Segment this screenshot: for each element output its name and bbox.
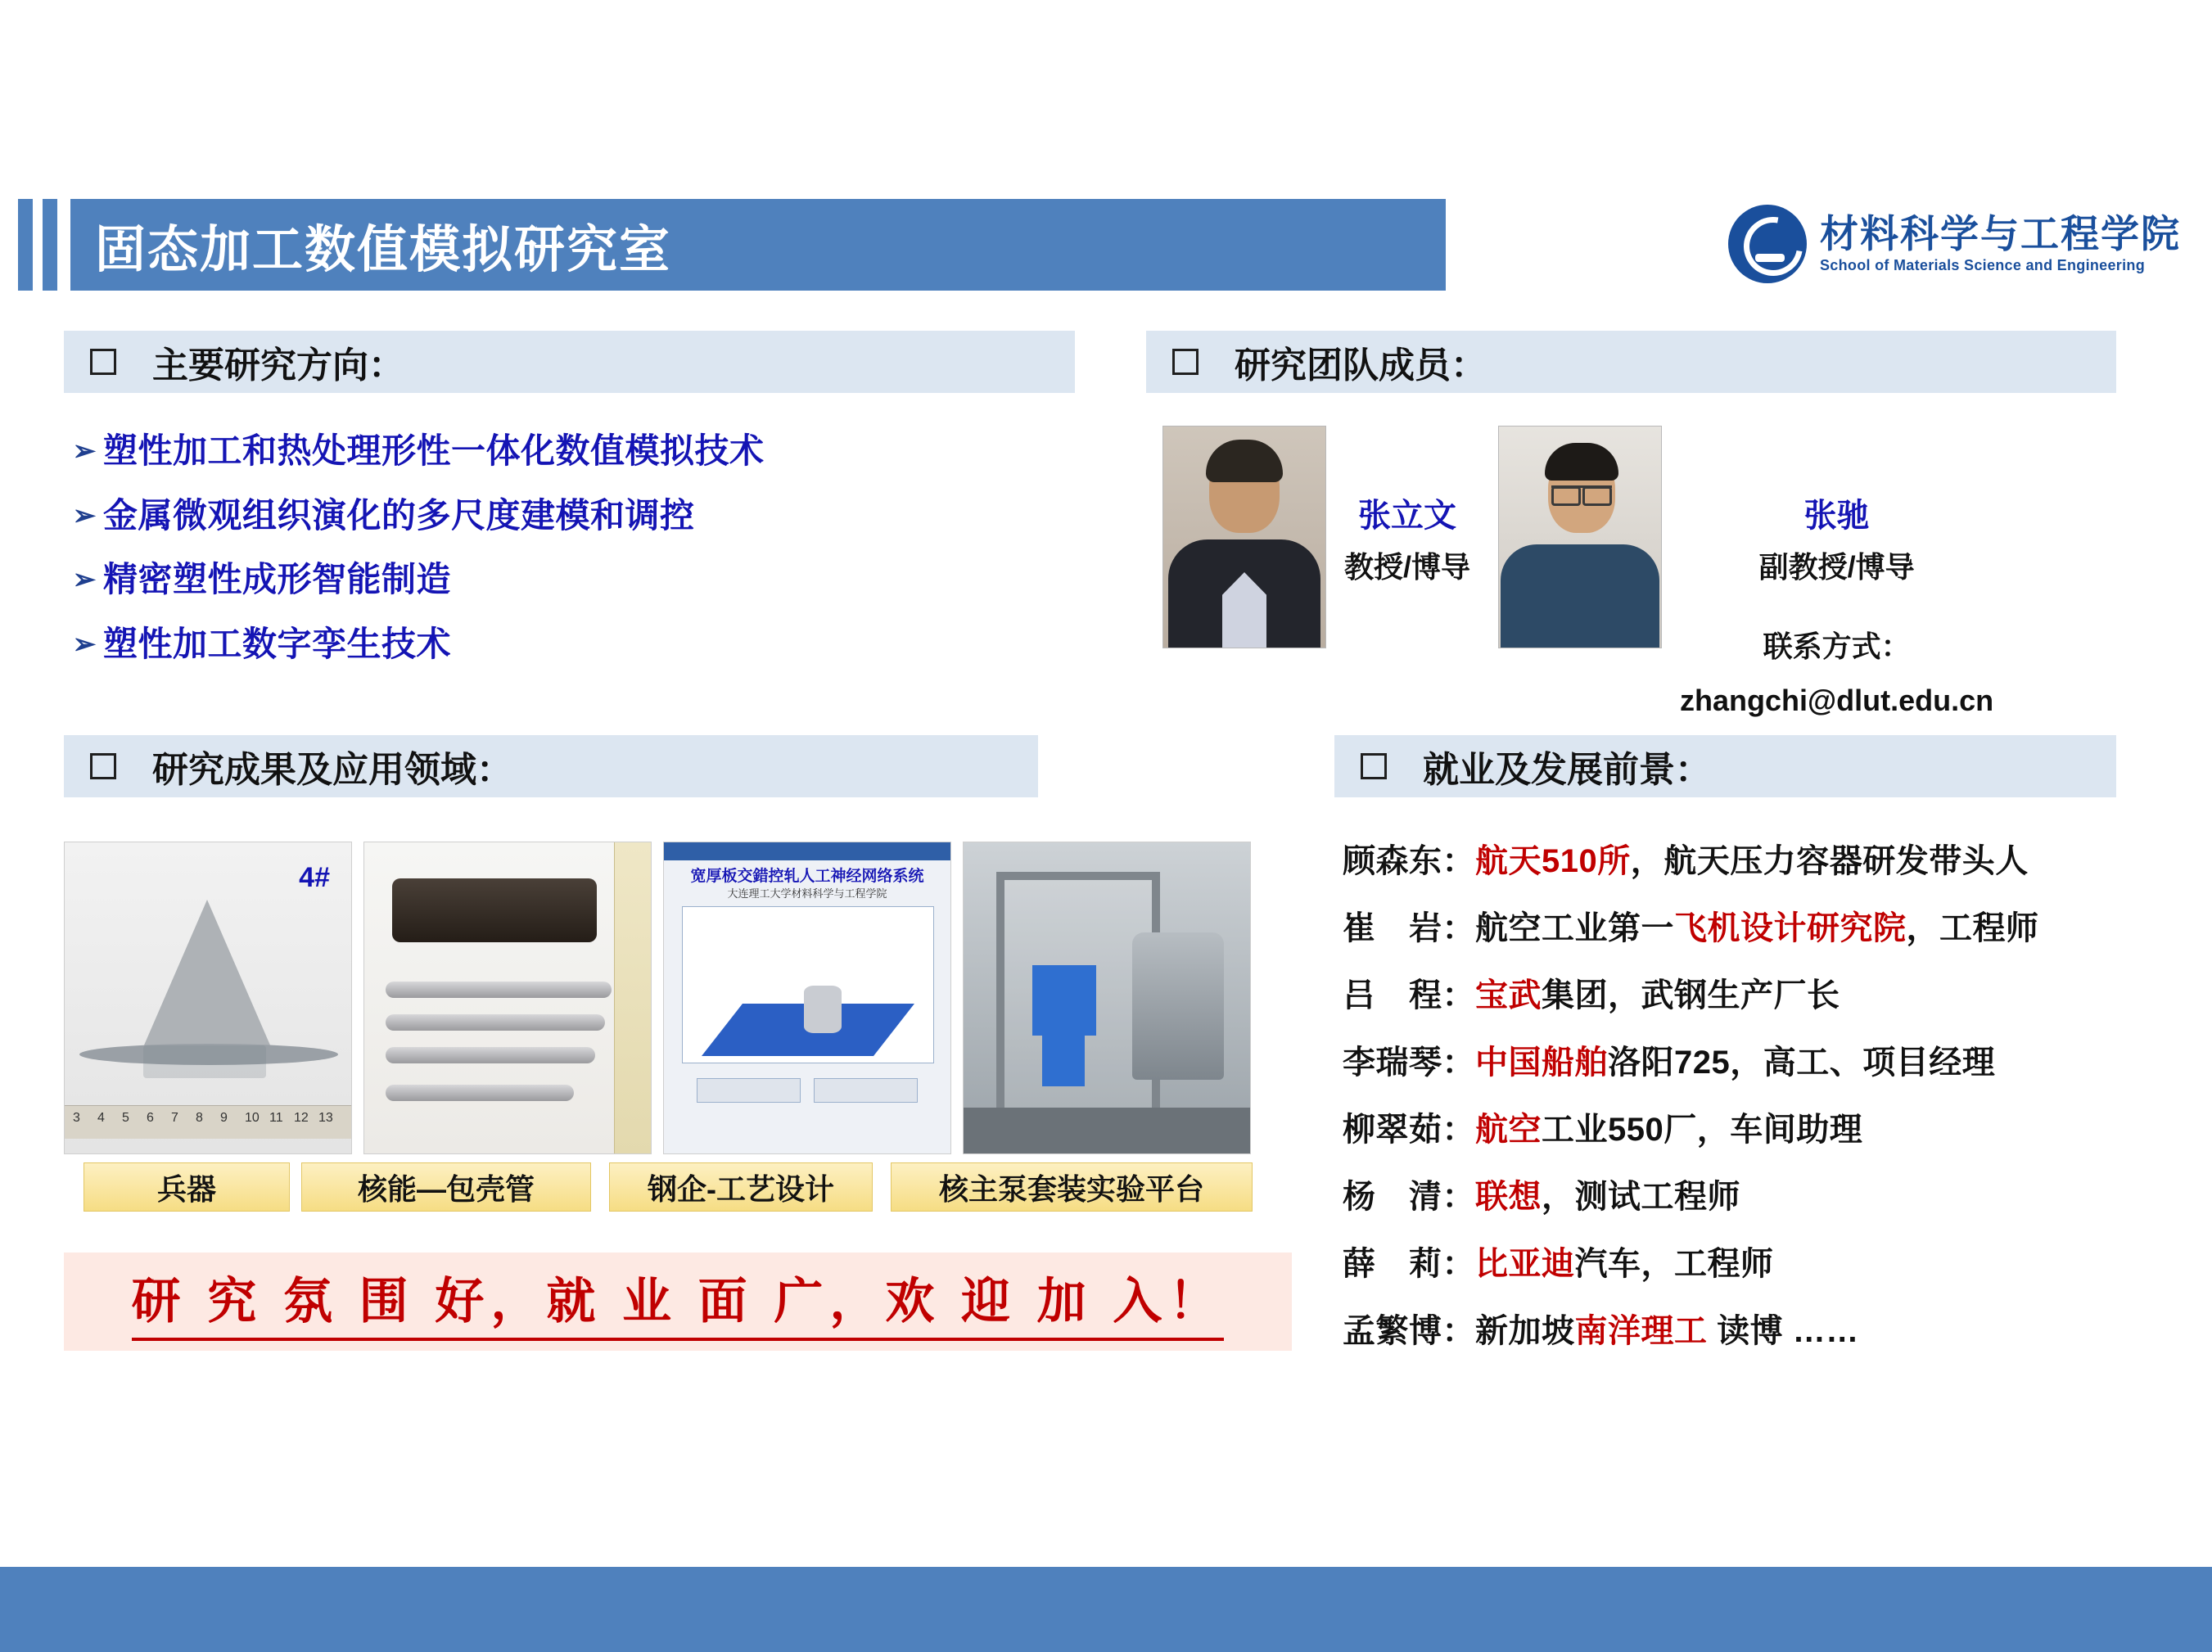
team-members [1162, 426, 2128, 718]
section-header-results [64, 735, 1038, 797]
section-header-team [1146, 331, 2116, 393]
arrow-bullet-icon: ➢ [72, 499, 97, 531]
alumnus-post: 洛阳725，高工、项目经理 [1608, 1045, 1996, 1081]
results-image-row [64, 842, 1251, 1154]
direction-label: 塑性加工数字孪生技术 [103, 624, 452, 663]
nuclear-cladding-tubes-photo [363, 842, 652, 1154]
alumnus-highlight: 宝武 [1475, 977, 1542, 1013]
member-name: 张立文 [1358, 498, 1456, 534]
page-title: 固态加工数值模拟研究室 [95, 221, 672, 278]
alumnus-name: 崔 岩： [1343, 910, 1475, 946]
alumnus-highlight: 航空 [1475, 1112, 1542, 1148]
software-title: 宽厚板交錯控轧人工神经网络系统 [690, 868, 924, 885]
alumnus-name: 薛 莉： [1343, 1246, 1475, 1282]
image-caption: 核能—包壳管 [301, 1162, 591, 1212]
alumnus-post: 工业550厂，车间助理 [1542, 1112, 1863, 1148]
member-role: 副教授/博导 [1758, 550, 1915, 584]
member-role: 教授/博导 [1344, 550, 1471, 584]
results-caption-row [64, 1162, 1253, 1212]
slogan-banner [64, 1253, 1292, 1351]
cone-specimen-photo: 4# 3 4 5 6 7 8 9 10 11 12 13 [64, 842, 352, 1154]
alumnus-post: ，测试工程师 [1542, 1179, 1740, 1215]
career-row [1343, 902, 2186, 949]
slogan-text: 研 究 氛 围 好，就 业 面 广，欢 迎 加 入！ [132, 1262, 1225, 1341]
specimen-badge: 4# [299, 862, 330, 893]
alumnus-name: 吕 程： [1343, 977, 1475, 1013]
alumnus-highlight: 航天510所 [1475, 843, 1631, 879]
team-member-2 [1498, 426, 1993, 718]
arrow-bullet-icon: ➢ [72, 628, 97, 660]
alumnus-name: 杨 清： [1343, 1179, 1475, 1215]
neural-network-software-screenshot [663, 842, 951, 1154]
contact-email[interactable]: zhangchi@dlut.edu.cn [1680, 684, 1994, 717]
career-row [1343, 835, 2186, 882]
title-accent-bar-left [18, 199, 33, 291]
career-row [1343, 1305, 2186, 1352]
alumnus-post: 读博 …… [1707, 1313, 1859, 1349]
school-logo [1728, 205, 2181, 283]
direction-label: 金属微观组织演化的多尺度建模和调控 [103, 495, 695, 535]
software-subtitle: 大连理工大学材料科学与工程学院 [727, 887, 887, 900]
arrow-bullet-icon: ➢ [72, 436, 97, 467]
alumnus-highlight: 联想 [1475, 1179, 1542, 1215]
list-item [65, 430, 1089, 473]
image-caption: 钢企-工艺设计 [609, 1162, 873, 1212]
section-label-results: 研究成果及应用领域： [152, 750, 512, 790]
checkbox-icon [90, 349, 116, 375]
logo-text-cn: 材料科学与工程学院 [1820, 211, 2181, 255]
logo-text-en: School of Materials Science and Engineering [1820, 257, 2145, 274]
avatar [1498, 426, 1662, 648]
page-title-bar [70, 199, 1446, 291]
pump-assembly-test-platform-photo [963, 842, 1251, 1154]
list-item [65, 558, 1089, 602]
team-member-1 [1162, 426, 1470, 648]
alumnus-highlight: 中国船舶 [1475, 1045, 1608, 1081]
alumnus-highlight: 南洋理工 [1574, 1313, 1708, 1349]
dlut-crescent-icon [1728, 205, 1807, 283]
career-row [1343, 1238, 2186, 1284]
alumnus-post: 集团，武钢生产厂长 [1542, 977, 1840, 1013]
section-label-team: 研究团队成员： [1235, 345, 1487, 386]
career-list [1343, 835, 2186, 1372]
career-row [1343, 1036, 2186, 1083]
research-directions-list [65, 430, 1089, 687]
list-item [65, 623, 1089, 666]
section-label-directions: 主要研究方向： [152, 345, 404, 386]
alumnus-pre: 新加坡 [1475, 1313, 1575, 1349]
checkbox-icon [1172, 349, 1199, 375]
alumnus-name: 李瑞琴： [1343, 1045, 1475, 1081]
career-row [1343, 1104, 2186, 1150]
section-header-directions [64, 331, 1075, 393]
alumnus-post: ，航天压力容器研发带头人 [1630, 843, 2029, 879]
section-header-career [1334, 735, 2116, 797]
member-name: 张驰 [1803, 498, 1870, 534]
alumnus-name: 顾森东： [1343, 843, 1475, 879]
image-caption: 核主泵套装实验平台 [891, 1162, 1253, 1212]
image-caption: 兵器 [84, 1162, 290, 1212]
alumnus-highlight: 比亚迪 [1475, 1246, 1575, 1282]
alumnus-name: 柳翠茹： [1343, 1112, 1475, 1148]
section-label-career: 就业及发展前景： [1423, 750, 1711, 790]
title-accent-bar-right [43, 199, 57, 291]
direction-label: 塑性加工和热处理形性一体化数值模拟技术 [103, 431, 765, 470]
checkbox-icon [1361, 753, 1387, 779]
arrow-bullet-icon: ➢ [72, 564, 97, 595]
alumnus-name: 孟繁博： [1343, 1313, 1475, 1349]
alumnus-post: ，工程师 [1906, 910, 2039, 946]
avatar [1162, 426, 1326, 648]
alumnus-post: 汽车，工程师 [1574, 1246, 1774, 1282]
alumnus-pre: 航空工业第一 [1475, 910, 1674, 946]
footer-bar [0, 1555, 2212, 1652]
career-row [1343, 1171, 2186, 1217]
career-row [1343, 969, 2186, 1016]
checkbox-icon [90, 753, 116, 779]
direction-label: 精密塑性成形智能制造 [103, 560, 452, 598]
software-window-titlebar [664, 842, 950, 860]
alumnus-highlight: 飞机设计研究院 [1674, 910, 1907, 946]
contact-label: 联系方式： [1763, 630, 1911, 663]
list-item [65, 494, 1089, 538]
